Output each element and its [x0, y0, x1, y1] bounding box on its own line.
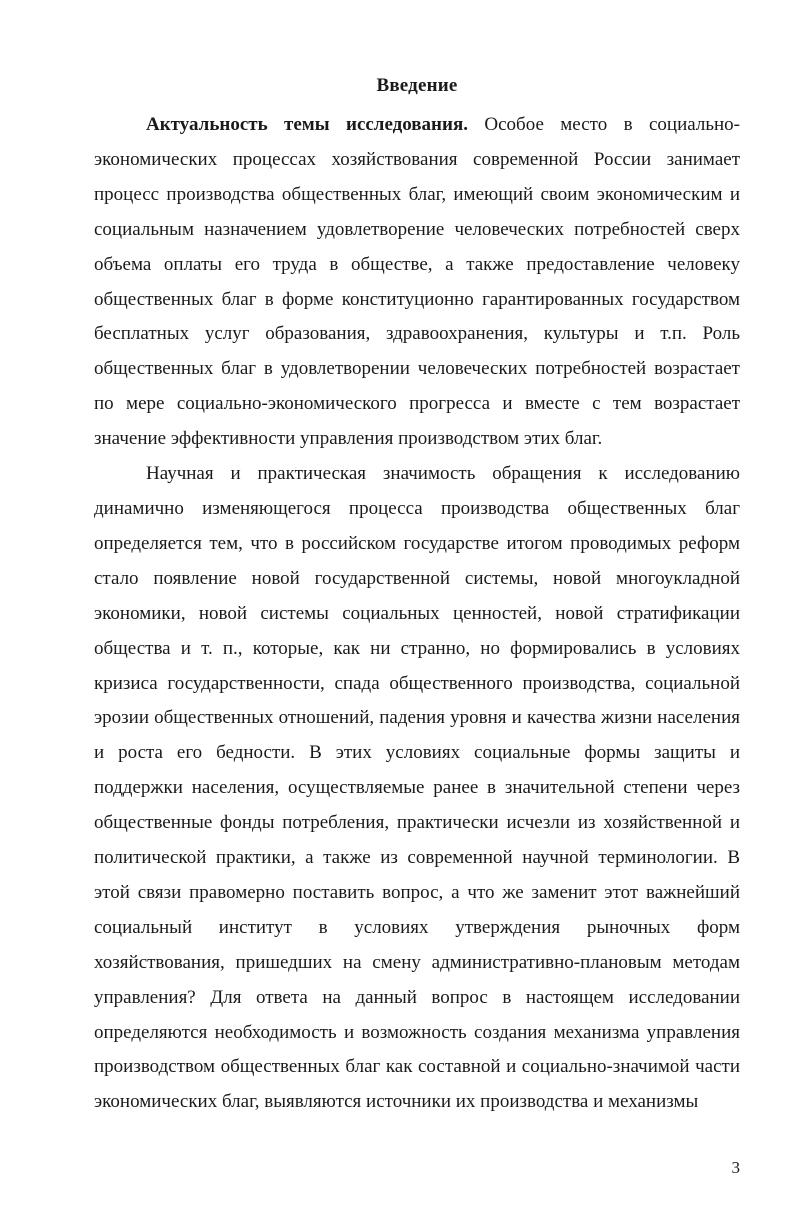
page-number: 3 — [731, 1158, 740, 1177]
paragraph-lead-phrase: Актуальность темы исследования. — [146, 114, 468, 135]
paragraph-relevance-text: Особое место в социально-экономических процессах хозяйствования современной России занимает процесс производства общественных благ, имеющий своим экономическим и социальным назначением удовлетворение человеческих потребностей сверх объема оплаты его труда в обществе, а также предоставление человеку общественных благ в форме конституционно гарантированных государством бесплатных услуг образования, здравоохранения, культуры и т.п. Роль общественных благ в удовлетворении человеческих потребностей возрастает по мере социально-экономического прогресса и вместе с тем возрастает значение эффективности управления производством этих благ. — [94, 114, 741, 450]
section-heading: Введение — [376, 75, 458, 96]
paragraph-relevance — [94, 108, 740, 457]
paragraph-significance: Научная и практическая значимость обращения к исследованию динамично изменяющегося процесса производства общественных благ определяется тем, что в российском государстве итогом проводимых реформ стало появление новой государственной системы, новой многоукладной экономики, новой системы социальных ценностей, новой стратификации общества и т. п., которые, как ни странно, но формировались в условиях кризиса государственности, спада общественного производства, социальной эрозии общественных отношений, падения уровня и качества жизни населения и роста его бедности. В этих условиях социальные формы защиты и поддержки населения, осуществляемые ранее в значительной степени через общественные фонды потребления, практически исчезли из хозяйственной и политической практики, а также из современной научной терминологии. В этой связи правомерно поставить вопрос, а что же заменит этот важнейший социальный институт в условиях утверждения рыночных форм хозяйствования, пришедших на смену административно-плановым методам управления? Для ответа на данный вопрос в настоящем исследовании определяются необходимость и возможность создания механизма управления производством общественных благ как составной и социально-значимой части экономических благ, выявляются источники их производства и механизмы — [94, 463, 740, 1113]
document-page — [94, 72, 740, 1120]
